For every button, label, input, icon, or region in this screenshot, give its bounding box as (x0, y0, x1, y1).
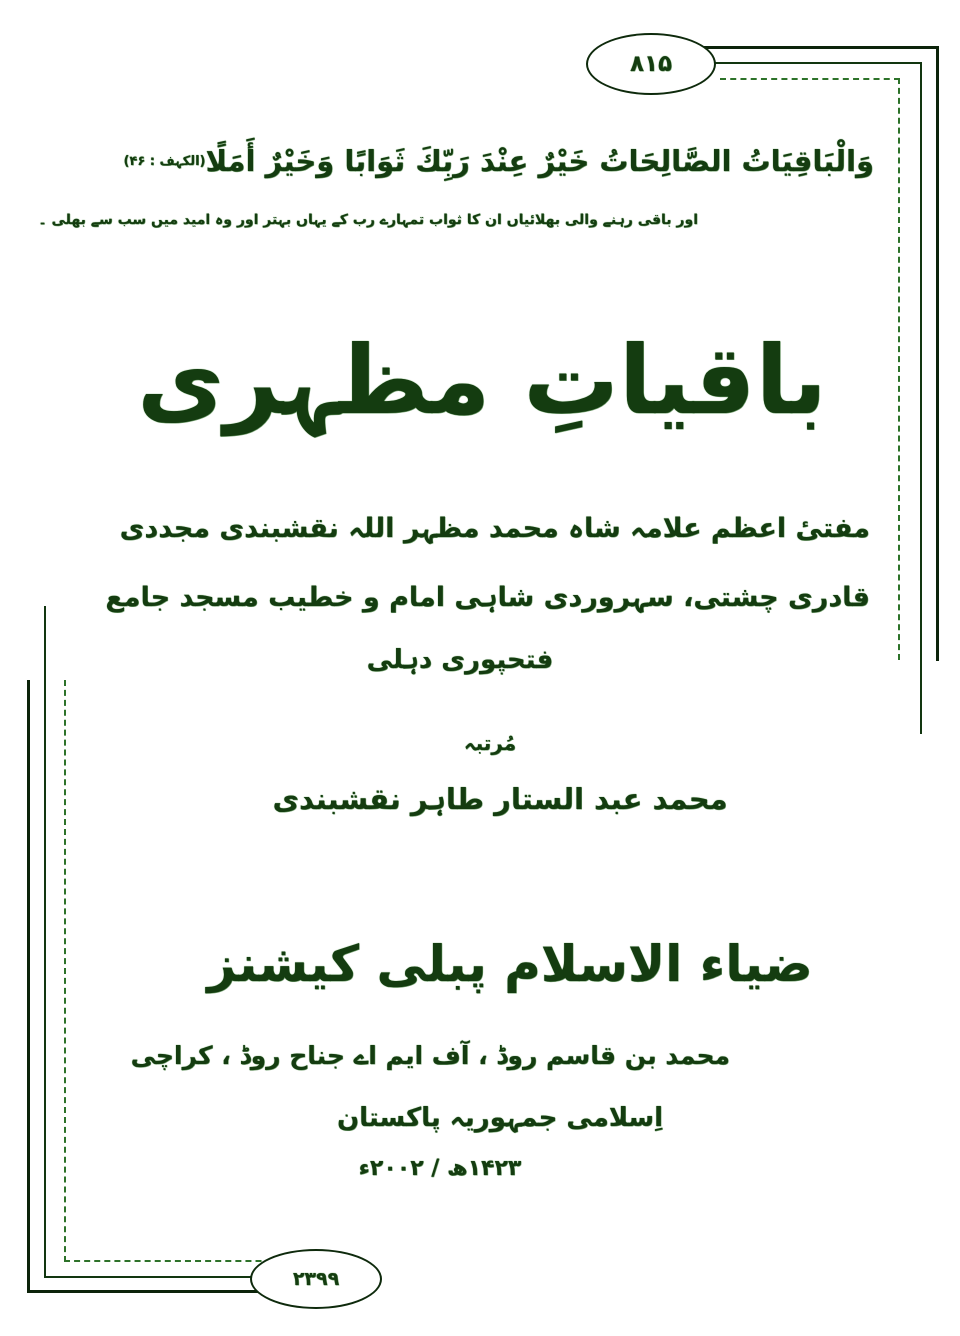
quran-verse-reference: (الکہف : ۴۶) (123, 153, 206, 169)
page-number-bottom: ۲۳۹۹ (292, 1268, 340, 1290)
compiler-label: مُرتبہ (463, 731, 517, 755)
quran-verse-text: وَالْبَاقِيَاتُ الصَّالِحَاتُ خَيْرٌ عِنْدَ رَبِّكَ ثَوَابًا وَخَيْرٌ أَمَلًا (205, 144, 874, 178)
page-number-oval-top (586, 33, 716, 95)
publication-year: ۱۴۲۳ھ / ۲۰۰۲ء (358, 1156, 522, 1181)
verse-translation: اور باقی رہنے والی بھلائیاں ان کا ثواب تمہارے رب کے یہاں بہتر اور وہ امید میں سب سے بھلی ۔ (38, 212, 698, 228)
book-title: باقیاتِ مظہری (137, 326, 827, 436)
page-number-oval-bottom (250, 1249, 382, 1309)
page-number-top: ۸۱۵ (629, 51, 673, 77)
publisher-address: محمد بن قاسم روڈ ، آف ایم اے جناح روڈ ، کراچی (130, 1041, 730, 1070)
publisher-name: ضیاء الاسلام پبلی کیشنز (207, 935, 813, 993)
author-line-1: مفتیٔ اعظم علامہ شاہ محمد مظہر اللہ نقشبندی مجددی (119, 513, 870, 544)
author-line-3: فتحپوری دہلی (366, 645, 554, 675)
publisher-country: اِسلامی جمہوریہ پاکستان (336, 1103, 664, 1133)
compiler-name: محمد عبد الستار طاہر نقشبندی (272, 782, 728, 816)
author-line-2: قادری چشتی، سہروردی شاہی امام و خطیب مسجد جامع (105, 582, 870, 613)
quran-verse-row (123, 120, 874, 202)
